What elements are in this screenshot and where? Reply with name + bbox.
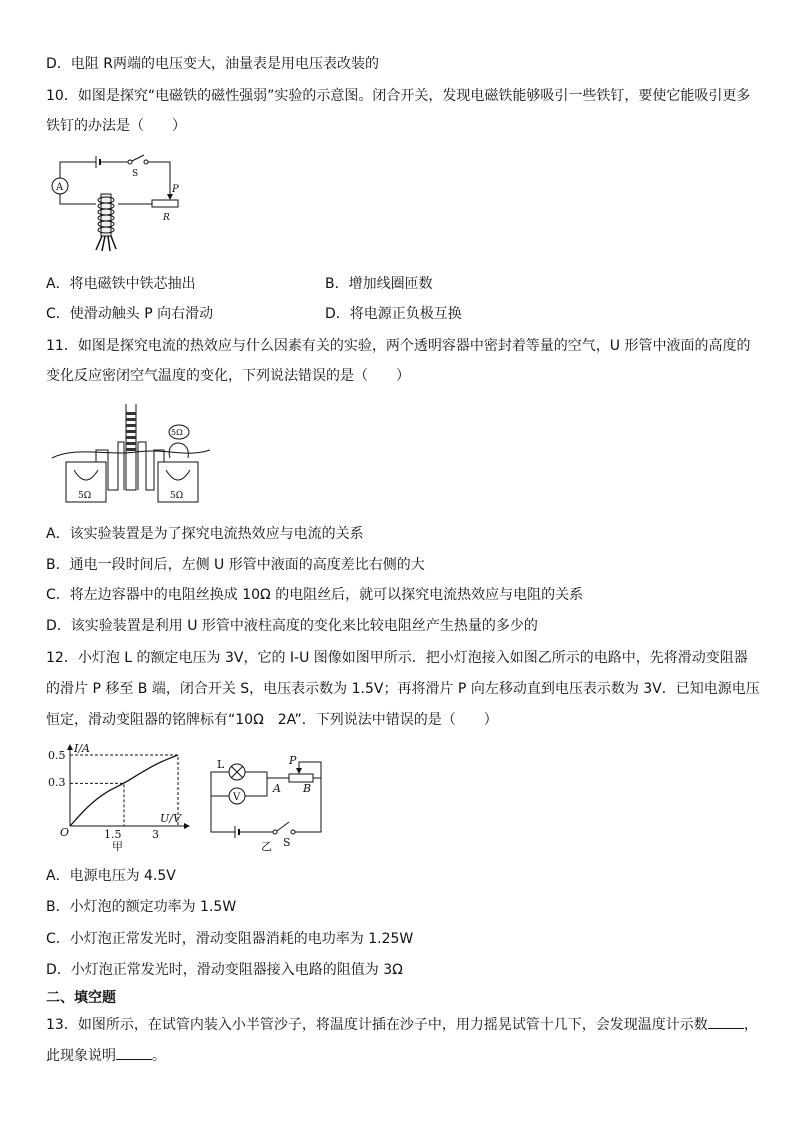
q10-option-c: C．使滑动触头 P 向右滑动 [46, 306, 214, 322]
q10-slider-label: P [172, 184, 179, 195]
q11-stem-line2: 变化反应密闭空气温度的变化，下列说法错误的是（ ） [46, 368, 410, 384]
graph-origin: O [60, 826, 70, 839]
graph-ytick-0.5: 0.5 [48, 749, 66, 762]
q13-text-2: ， [743, 1017, 758, 1033]
q10-wire-right [148, 162, 170, 194]
q12-option-d: D．小灯泡正常发光时，滑动变阻器接入电路的阻值为 3Ω [46, 962, 403, 978]
q9-option-d: D．电阻 R两端的电压变大，油量表是用电压表改装的 [46, 56, 379, 72]
q10-switch-label: S [132, 169, 139, 179]
q12-option-b: B．小灯泡的额定功率为 1.5W [46, 899, 237, 915]
y-axis-arrow [67, 744, 73, 750]
q11-parallel-res-label: 5Ω [171, 428, 183, 437]
x-axis-arrow [184, 823, 190, 829]
q13-text-1: 13．如图所示，在试管内装入小半管沙子，将温度计插在沙子中，用力摇晃试管十几下，会发现温度计示数 [46, 1017, 708, 1033]
q10-wire-left [60, 194, 96, 204]
q10-ammeter-label: A [56, 182, 64, 193]
switch-contact-left [128, 160, 132, 164]
q11-wire [52, 450, 210, 458]
q10-stem-line1: 10．如图是探究“电磁铁的磁性强弱”实验的示意图。闭合开关，发现电磁铁能够吸引一些铁钉，要使它能吸引更多 [46, 88, 751, 104]
q11-option-b: B．通电一段时间后，左侧 U 形管中液面的高度差比右侧的大 [46, 557, 425, 573]
q10-option-d: D．将电源正负极互换 [325, 306, 462, 322]
circuit-caption: 乙 [261, 840, 272, 853]
nails [96, 236, 116, 251]
right-resistor-coil [166, 470, 190, 480]
q12-option-a: A．电源电压为 4.5V [46, 868, 176, 884]
slider-pointer [296, 768, 302, 774]
circuit-end-b: B [303, 782, 312, 795]
graph-caption: 甲 [112, 840, 123, 853]
graph-ytick-0.3: 0.3 [48, 776, 66, 789]
q12-stem-line3: 恒定，滑动变阻器的铭牌标有“10Ω 2A”．下列说法中错误的是（ ） [46, 712, 498, 728]
circuit-outer-wire [211, 800, 235, 832]
q13-blank-2[interactable] [116, 1045, 152, 1060]
q11-left-res-label: 5Ω [78, 491, 92, 501]
rheostat [152, 200, 178, 207]
q10-option-b: B．增加线圈匝数 [325, 276, 433, 292]
q11-stem-line1: 11．如图是探究电流的热效应与什么因素有关的实验，两个透明容器中密封着等量的空气，U 形管中液面的高度的 [46, 338, 751, 354]
switch-contact [291, 830, 295, 834]
q11-heating-figure [46, 398, 216, 508]
q10-resistor-label: R [163, 213, 170, 223]
switch-pivot [273, 830, 277, 834]
q13-blank-1[interactable] [708, 1014, 744, 1029]
q13-text-3: 此现象说明 [46, 1048, 116, 1064]
graph-ylabel: I/A [74, 742, 90, 755]
graph-xlabel: U/V [160, 812, 181, 825]
q11-option-c: C．将左边容器中的电阻丝换成 10Ω 的电阻丝后，就可以探究电流热效应与电阻的关系 [46, 587, 584, 603]
slider-wire [299, 762, 321, 778]
q13-line2 [46, 1045, 166, 1066]
q13-text-4: 。 [152, 1048, 166, 1064]
circuit-lamp-label: L [217, 758, 225, 771]
q13-line1 [46, 1014, 758, 1035]
q12-circuit [205, 752, 330, 852]
graph-guide-0 [70, 783, 124, 826]
q10-electromagnet-figure [46, 150, 196, 260]
switch-lever [277, 822, 289, 831]
q10-wire-top [60, 162, 96, 178]
q11-option-a: A．该实验装置是为了探究电流热效应与电流的关系 [46, 526, 364, 542]
graph-xtick-1.5: 1.5 [104, 828, 122, 841]
graph-xtick-3: 3 [152, 828, 159, 841]
q11-right-res-label: 5Ω [170, 491, 184, 501]
circuit-end-a: A [273, 782, 281, 795]
left-resistor-coil [74, 470, 98, 480]
q12-stem-line2: 的滑片 P 移至 B 端，闭合开关 S，电压表示数为 1.5V；再将滑片 P 向左移动直到电压表示数为 3V．已知电源电压 [46, 681, 760, 697]
q12-iu-graph [46, 742, 196, 854]
circuit-switch-label: S [283, 836, 291, 849]
circuit-voltmeter-label: V [233, 792, 241, 803]
circuit-slider-label: P [289, 754, 297, 767]
parallel-resistor-loop [169, 443, 188, 458]
q10-option-a: A．将电磁铁中铁芯抽出 [46, 276, 196, 292]
q12-stem-line1: 12．小灯泡 L 的额定电压为 3V，它的 I-U 图像如图甲所示．把小灯泡接入如图乙所示的电路中，先将滑动变阻器 [46, 650, 748, 666]
q10-stem-line2: 铁钉的办法是（ ） [46, 118, 186, 134]
rheostat-body [289, 774, 313, 782]
section-title: 二、填空题 [46, 990, 116, 1006]
lamp-wire-right [245, 772, 289, 778]
voltmeter-wire-right [245, 778, 267, 796]
switch-contact-right [144, 160, 148, 164]
liquid-columns [126, 412, 136, 451]
q11-option-d: D．该实验装置是利用 U 形管中液柱高度的变化来比较电阻丝产生热量的多少的 [46, 618, 538, 634]
q12-option-c: C．小灯泡正常发光时，滑动变阻器消耗的电功率为 1.25W [46, 931, 414, 947]
switch-blade [132, 155, 144, 161]
